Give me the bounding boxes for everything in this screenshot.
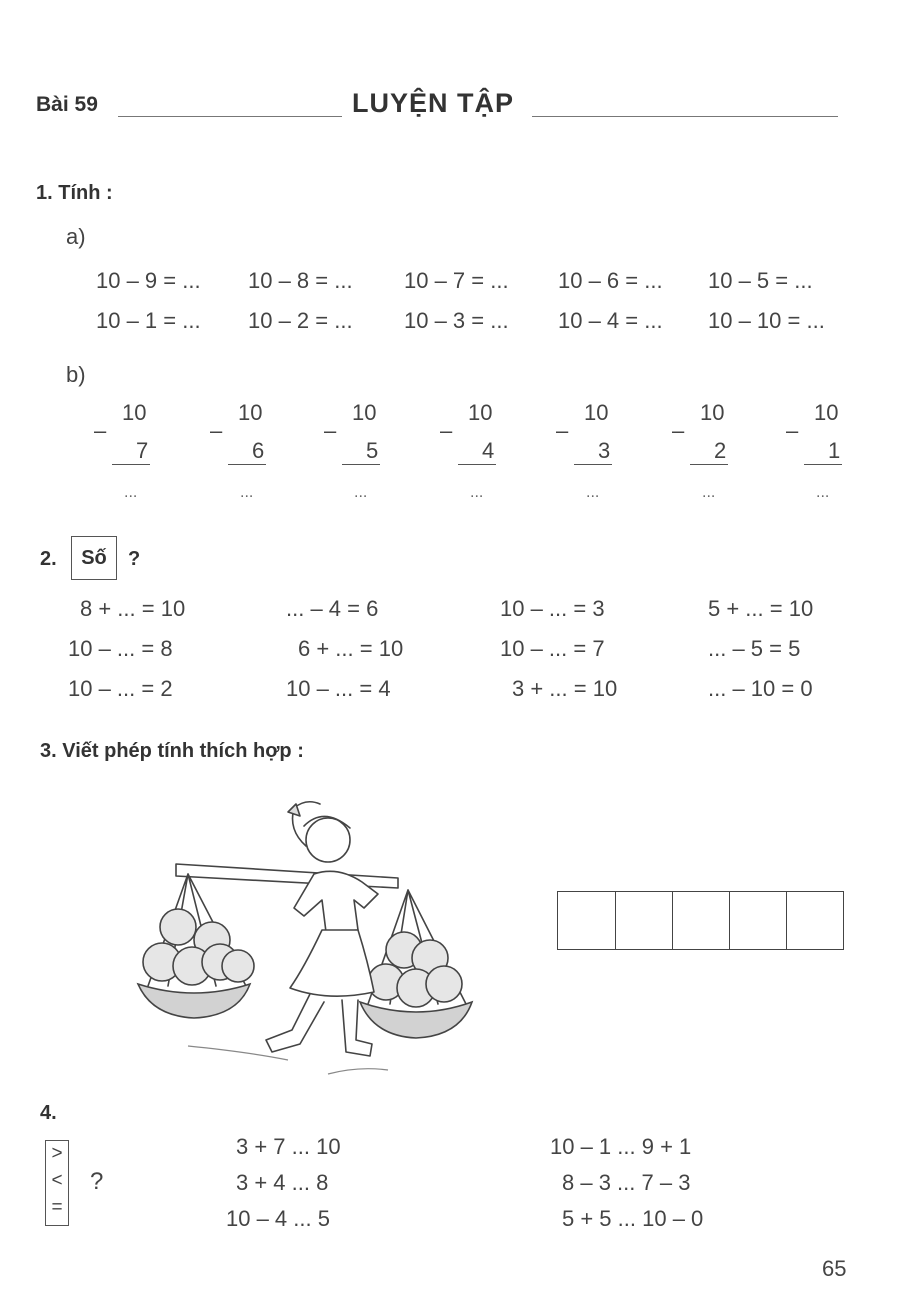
ex2-equation: 5 + ... = 10 xyxy=(708,596,814,621)
ex1-a-expression: 10 – 5 = ... xyxy=(708,268,813,293)
result-blank[interactable]: ... xyxy=(354,484,368,501)
ex4-question-mark: ? xyxy=(90,1168,104,1195)
result-blank[interactable]: ... xyxy=(124,484,138,501)
left-basket xyxy=(138,984,250,1018)
ex1-a-expression: 10 – 2 = ... xyxy=(248,308,353,333)
ex2-equation: 8 + ... = 10 xyxy=(80,596,186,621)
answer-cell[interactable] xyxy=(672,892,673,949)
header-rule-left xyxy=(118,116,342,117)
result-line xyxy=(574,464,612,465)
result-blank[interactable]: ... xyxy=(702,484,716,501)
subtrahend: 2 xyxy=(714,438,727,463)
subtrahend: 6 xyxy=(252,438,265,463)
minus-sign: – xyxy=(786,418,799,443)
minuend: 10 xyxy=(700,400,725,425)
equals-symbol: = xyxy=(51,1197,63,1218)
result-blank[interactable]: ... xyxy=(586,484,600,501)
ex2-equation: 10 – ... = 8 xyxy=(68,636,173,661)
ex1-a-expression: 10 – 9 = ... xyxy=(96,268,201,293)
ex1-heading: 1. Tính : xyxy=(36,182,113,204)
ex2-equation: 10 – ... = 2 xyxy=(68,676,173,701)
result-line xyxy=(690,464,728,465)
ex4-comparison: 10 – 1 ... 9 + 1 xyxy=(550,1134,692,1159)
subtrahend: 3 xyxy=(598,438,611,463)
answer-cell[interactable] xyxy=(786,892,787,949)
result-blank[interactable]: ... xyxy=(470,484,484,501)
minuend: 10 xyxy=(122,400,147,425)
ex2-equation: 6 + ... = 10 xyxy=(298,636,404,661)
ex1-part-b-label: b) xyxy=(66,362,86,387)
minus-sign: – xyxy=(672,418,685,443)
ex3-heading: 3. Viết phép tính thích hợp : xyxy=(40,740,304,762)
ex1-a-expression: 10 – 4 = ... xyxy=(558,308,663,333)
result-line xyxy=(112,464,150,465)
minus-sign: – xyxy=(210,418,223,443)
ex2-equation: ... – 10 = 0 xyxy=(708,676,813,701)
result-line xyxy=(804,464,842,465)
ex2-equation: 10 – ... = 3 xyxy=(500,596,605,621)
minuend: 10 xyxy=(468,400,493,425)
minuend: 10 xyxy=(238,400,263,425)
minus-sign: – xyxy=(324,418,337,443)
result-blank[interactable]: ... xyxy=(816,484,830,501)
minus-sign: – xyxy=(94,418,107,443)
ex4-comparison: 10 – 4 ... 5 xyxy=(226,1206,330,1231)
ex4-comparison: 5 + 5 ... 10 – 0 xyxy=(562,1206,704,1231)
girl-carrying-apples-illustration xyxy=(128,790,488,1090)
result-blank[interactable]: ... xyxy=(240,484,254,501)
ex1-a-expression: 10 – 7 = ... xyxy=(404,268,509,293)
answer-grid[interactable] xyxy=(557,891,844,950)
less-than-symbol: < xyxy=(51,1170,63,1191)
ex2-number: 2. xyxy=(40,548,57,570)
subtrahend: 5 xyxy=(366,438,379,463)
ex4-number: 4. xyxy=(40,1102,57,1124)
ex4-comparison: 3 + 7 ... 10 xyxy=(236,1134,341,1159)
ex2-equation: ... – 5 = 5 xyxy=(708,636,801,661)
ex2-equation: 10 – ... = 4 xyxy=(286,676,391,701)
subtrahend: 4 xyxy=(482,438,495,463)
page-number: 65 xyxy=(822,1256,847,1281)
ex4-comparison: 3 + 4 ... 8 xyxy=(236,1170,329,1195)
subtrahend: 1 xyxy=(828,438,841,463)
result-line xyxy=(228,464,266,465)
ex2-equation: 3 + ... = 10 xyxy=(512,676,618,701)
ex2-equation: ... – 4 = 6 xyxy=(286,596,379,621)
result-line xyxy=(458,464,496,465)
ex2-question-mark: ? xyxy=(128,548,141,570)
greater-than-symbol: > xyxy=(51,1143,63,1164)
minus-sign: – xyxy=(556,418,569,443)
minuend: 10 xyxy=(352,400,377,425)
ex1-a-expression: 10 – 1 = ... xyxy=(96,308,201,333)
minuend: 10 xyxy=(814,400,839,425)
ex1-a-expression: 10 – 6 = ... xyxy=(558,268,663,293)
ex1-a-expression: 10 – 8 = ... xyxy=(248,268,353,293)
girl-figure xyxy=(266,802,378,1056)
subtrahend: 7 xyxy=(136,438,149,463)
minus-sign: – xyxy=(440,418,453,443)
lesson-label: Bài 59 xyxy=(36,93,98,116)
minuend: 10 xyxy=(584,400,609,425)
page-title: LUYỆN TẬP xyxy=(352,88,515,118)
left-basket-apples xyxy=(143,909,254,985)
result-line xyxy=(342,464,380,465)
answer-cell[interactable] xyxy=(615,892,616,949)
ex4-comparison: 8 – 3 ... 7 – 3 xyxy=(562,1170,691,1195)
ex1-part-a-label: a) xyxy=(66,224,86,249)
comparison-symbols-box xyxy=(45,1140,69,1226)
right-basket-apples xyxy=(368,932,462,1007)
so-box: Số xyxy=(71,536,117,580)
answer-cell[interactable] xyxy=(729,892,730,949)
ex1-a-expression: 10 – 10 = ... xyxy=(708,308,825,333)
ex2-equation: 10 – ... = 7 xyxy=(500,636,605,661)
header-rule-right xyxy=(532,116,838,117)
ex1-a-expression: 10 – 3 = ... xyxy=(404,308,509,333)
